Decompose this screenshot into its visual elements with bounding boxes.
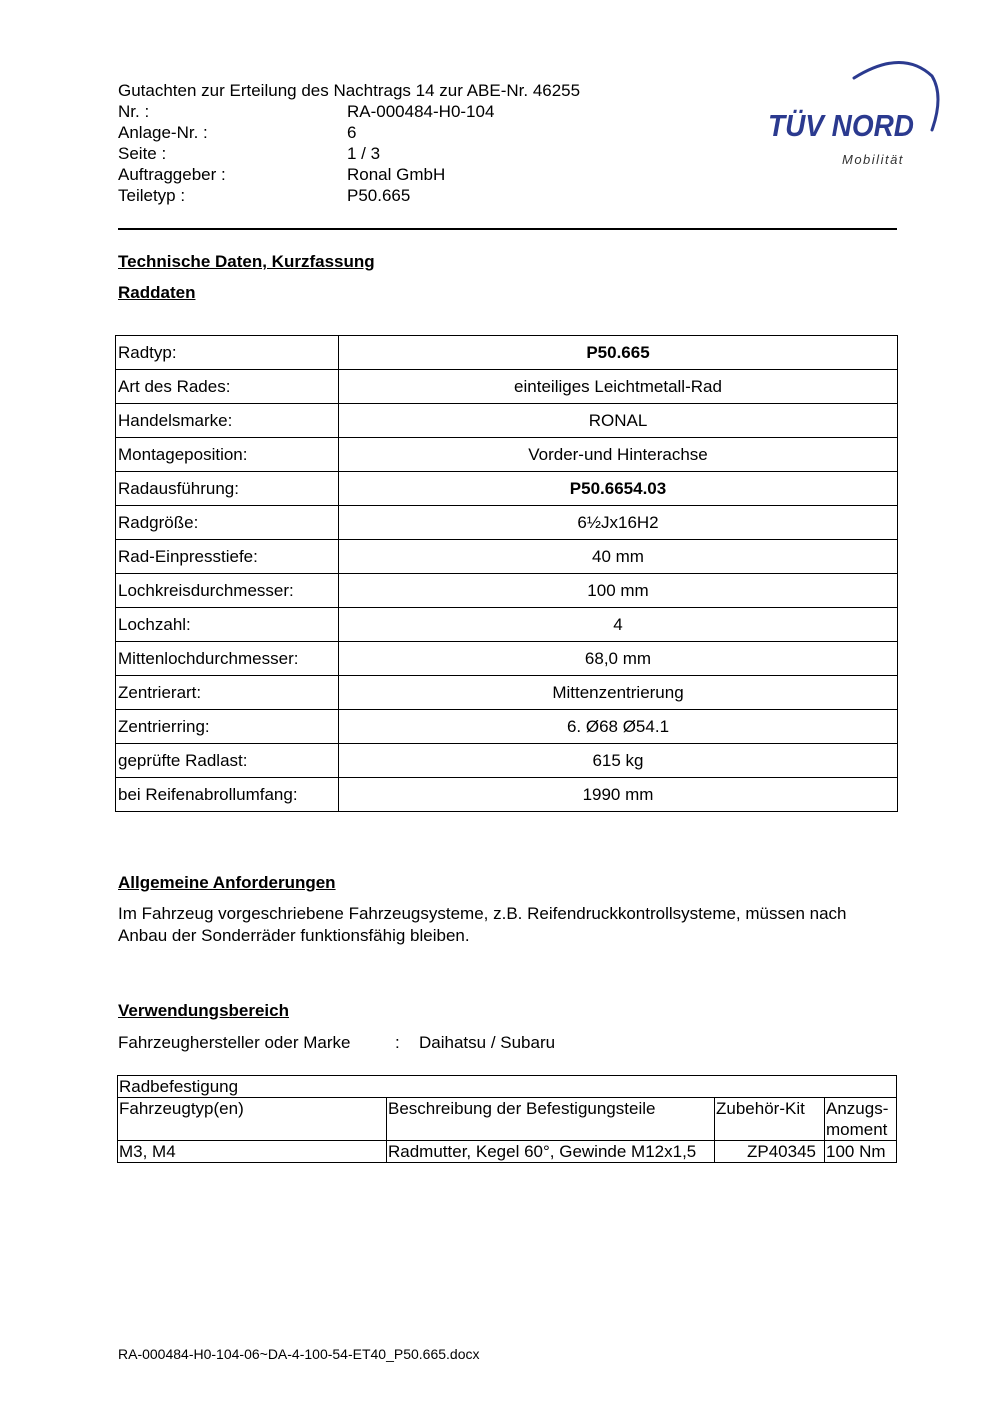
table-row xyxy=(118,1141,897,1163)
manufacturer-value: Daihatsu / Subaru xyxy=(419,1033,556,1052)
tuv-nord-logo-graphic xyxy=(762,56,942,171)
fixing-cell-torque: 100 Nm xyxy=(825,1141,897,1163)
logo-brand-text: TÜV NORD xyxy=(768,108,914,143)
section-heading-general-requirements: Allgemeine Anforderungen xyxy=(118,873,336,892)
fixing-cell-description: Radmutter, Kegel 60°, Gewinde M12x1,5 xyxy=(387,1141,715,1163)
manufacturer-label: Fahrzeughersteller oder Marke xyxy=(118,1033,351,1052)
fixing-header-torque-line1: Anzugs- xyxy=(826,1099,889,1118)
wheel-data-table xyxy=(115,335,898,812)
section-heading-scope: Verwendungsbereich xyxy=(118,1001,289,1020)
wheel-row-label: Lochkreisdurchmesser: xyxy=(116,574,339,608)
table-row xyxy=(116,642,898,676)
meta-key: Seite : xyxy=(118,144,167,163)
table-row xyxy=(116,676,898,710)
wheel-row-value: RONAL xyxy=(339,404,898,438)
meta-row xyxy=(118,143,494,164)
wheel-row-label: Radausführung: xyxy=(116,472,339,506)
wheel-row-value: 615 kg xyxy=(339,744,898,778)
table-row xyxy=(116,710,898,744)
fixing-header-torque-line2: moment xyxy=(826,1120,888,1139)
table-row xyxy=(116,438,898,472)
document-title: Gutachten zur Erteilung des Nachtrags 14 zur ABE-Nr. 46255 xyxy=(118,81,581,100)
meta-row xyxy=(118,164,494,185)
wheel-row-value: Mittenzentrierung xyxy=(339,676,898,710)
wheel-row-label: Radtyp: xyxy=(116,336,339,370)
wheel-row-label: Rad-Einpresstiefe: xyxy=(116,540,339,574)
fixing-header-vehicle-types: Fahrzeugtyp(en) xyxy=(118,1098,387,1141)
wheel-row-label: geprüfte Radlast: xyxy=(116,744,339,778)
wheel-row-value: 100 mm xyxy=(339,574,898,608)
meta-key: Nr. : xyxy=(118,102,150,121)
wheel-row-value: Vorder-und Hinterachse xyxy=(339,438,898,472)
wheel-row-label: Zentrierart: xyxy=(116,676,339,710)
wheel-row-value: 6½Jx16H2 xyxy=(339,506,898,540)
table-row xyxy=(116,778,898,812)
logo-subtitle-text: Mobilität xyxy=(842,152,904,167)
meta-row xyxy=(118,185,494,206)
wheel-row-value: P50.6654.03 xyxy=(339,472,898,506)
table-row xyxy=(116,608,898,642)
manufacturer-separator: : xyxy=(395,1033,400,1052)
wheel-row-value: 4 xyxy=(339,608,898,642)
wheel-fixing-table xyxy=(117,1075,897,1163)
wheel-row-label: Mittenlochdurchmesser: xyxy=(116,642,339,676)
table-row xyxy=(116,404,898,438)
general-requirements-text: Im Fahrzeug vorgeschriebene Fahrzeugsysteme, z.B. Reifendruckkontrollsysteme, müssen nach Anbau der Sonderräder funktionsfähig bleiben. xyxy=(118,904,847,945)
wheel-row-label: Art des Rades: xyxy=(116,370,339,404)
wheel-row-label: bei Reifenabrollumfang: xyxy=(116,778,339,812)
wheel-row-value: 6. Ø68 Ø54.1 xyxy=(339,710,898,744)
wheel-row-value: 68,0 mm xyxy=(339,642,898,676)
fixing-table-title: Radbefestigung xyxy=(118,1076,897,1098)
section-heading-technical-data: Technische Daten, Kurzfassung xyxy=(118,252,375,271)
wheel-row-label: Handelsmarke: xyxy=(116,404,339,438)
wheel-row-value: 1990 mm xyxy=(339,778,898,812)
meta-value: 6 xyxy=(347,123,357,142)
fixing-header-description: Beschreibung der Befestigungsteile xyxy=(387,1098,715,1141)
wheel-row-value: einteiliges Leichtmetall-Rad xyxy=(339,370,898,404)
footer-filename: RA-000484-H0-104-06~DA-4-100-54-ET40_P50.665.docx xyxy=(118,1346,480,1362)
table-row xyxy=(116,574,898,608)
meta-value: 1 / 3 xyxy=(347,144,381,163)
meta-value: RA-000484-H0-104 xyxy=(347,102,495,121)
table-row xyxy=(116,540,898,574)
table-row xyxy=(116,336,898,370)
fixing-cell-types: M3, M4 xyxy=(118,1141,387,1163)
meta-row xyxy=(118,122,494,143)
section-subheading-wheel-data: Raddaten xyxy=(118,283,196,302)
meta-value: Ronal GmbH xyxy=(347,165,446,184)
meta-value: P50.665 xyxy=(347,186,411,205)
meta-row xyxy=(118,101,494,122)
wheel-row-label: Zentrierring: xyxy=(116,710,339,744)
tuv-nord-logo xyxy=(762,56,942,171)
table-row xyxy=(116,370,898,404)
fixing-header-torque xyxy=(825,1098,897,1141)
wheel-row-value: P50.665 xyxy=(339,336,898,370)
table-row xyxy=(116,506,898,540)
wheel-row-value: 40 mm xyxy=(339,540,898,574)
fixing-cell-kit: ZP40345 xyxy=(715,1141,825,1163)
table-row xyxy=(116,744,898,778)
meta-key: Anlage-Nr. : xyxy=(118,123,208,142)
document-meta xyxy=(118,101,494,206)
wheel-row-label: Radgröße: xyxy=(116,506,339,540)
header-divider xyxy=(118,228,897,230)
table-row xyxy=(116,472,898,506)
manufacturer-line xyxy=(118,1032,555,1054)
meta-key: Teiletyp : xyxy=(118,186,186,205)
fixing-header-kit: Zubehör-Kit xyxy=(715,1098,825,1141)
wheel-row-label: Montageposition: xyxy=(116,438,339,472)
wheel-row-label: Lochzahl: xyxy=(116,608,339,642)
meta-key: Auftraggeber : xyxy=(118,165,226,184)
